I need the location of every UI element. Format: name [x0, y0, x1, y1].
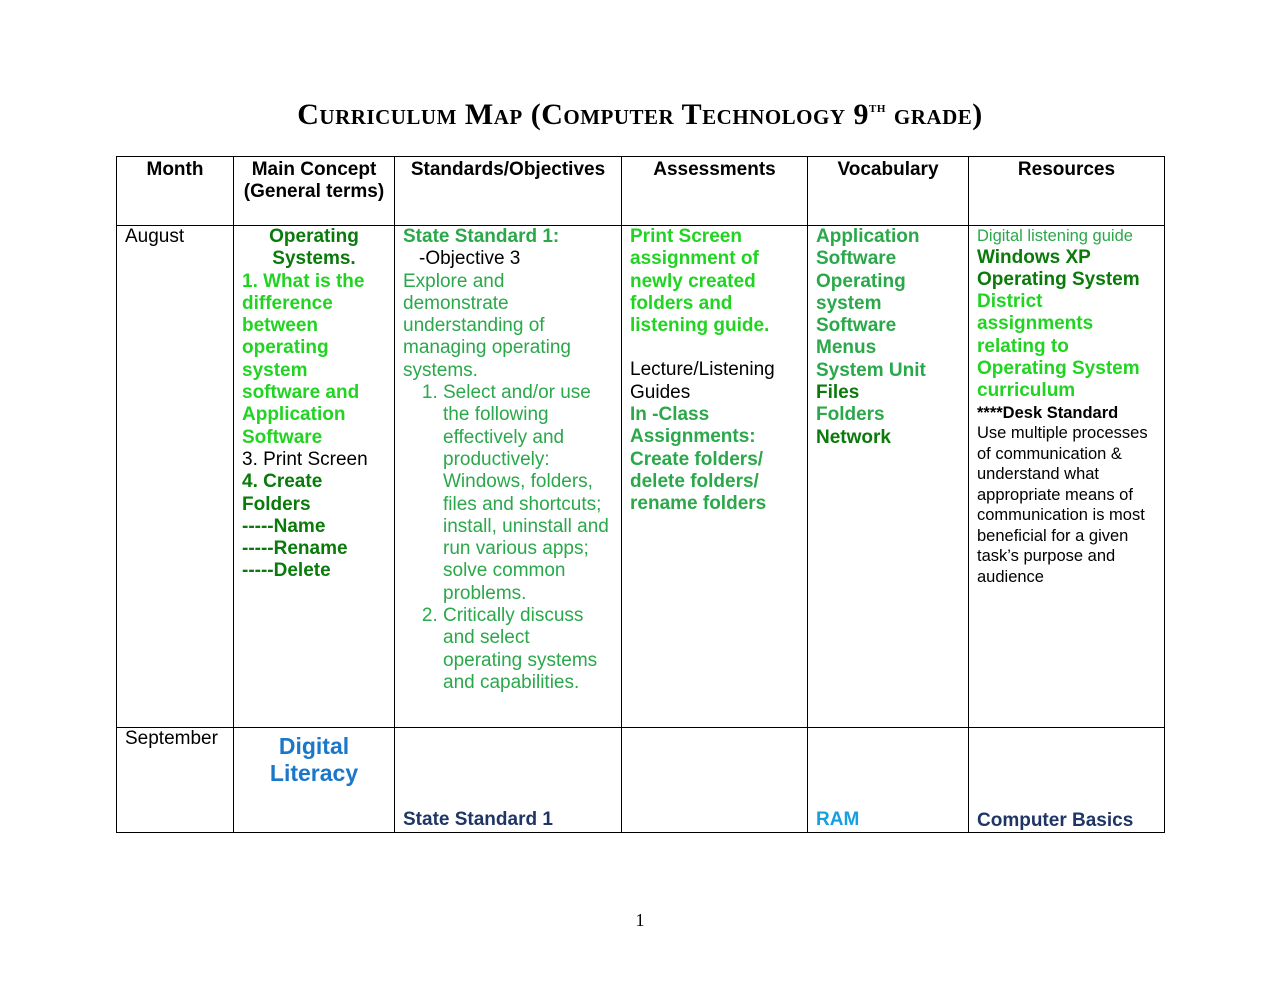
standards-cell: State Standard 1: -Objective 3 Explore and demonstrate understanding of managing operating systems. 1. Select and/or use the following effectively and productively: Windows, folders, files and shortcuts; install, uninstall and run various apps; solve common problems. 2. Critically discuss and select operating systems and capabilities. — [395, 226, 622, 728]
resources-cell: Digital listening guide Windows XP Operating System District assignments relating to Operating System curriculum ****Desk Standard Use multiple processes of communication & understand what appropriate means of communication is most beneficial for a given task’s purpose and audience — [969, 226, 1165, 728]
vocabulary-cell: Application Software Operating system Software Menus System Unit Files Folders Network — [808, 226, 969, 728]
header-assessments: Assessments — [622, 157, 808, 226]
table-header-row — [117, 157, 1165, 226]
header-resources: Resources — [969, 157, 1165, 226]
standards-cell: State Standard 1 — [395, 728, 622, 833]
assessments-cell — [622, 728, 808, 833]
objective-list: 1. Select and/or use the following effectively and productively: Windows, folders, files and shortcuts; install, uninstall and run various apps; solve common problems. 2. Critically discuss and select operating systems and capabilities. — [403, 382, 613, 694]
month-cell: August — [117, 226, 234, 728]
resources-cell: Computer Basics — [969, 728, 1165, 833]
document-title: Curriculum Map (Computer Technology 9th grade) — [297, 98, 983, 131]
concept-cell: Digital Literacy — [234, 728, 395, 833]
header-main-concept: Main Concept (General terms) — [234, 157, 395, 226]
concept-cell: Operating Systems. 1. What is the difference between operating system software and Application Software 3. Print Screen 4. Create Folders -----Name -----Rename -----Delete — [234, 226, 395, 728]
vocabulary-cell: RAM — [808, 728, 969, 833]
month-cell: September — [117, 728, 234, 833]
table-row-august — [117, 226, 1165, 728]
assessments-cell: Print Screen assignment of newly created folders and listening guide. Lecture/Listening Guides In -Class Assignments: Create folders/ delete folders/ rename folders — [622, 226, 808, 728]
table-row-september — [117, 728, 1165, 833]
header-standards: Standards/Objectives — [395, 157, 622, 226]
header-vocabulary: Vocabulary — [808, 157, 969, 226]
header-month: Month — [117, 157, 234, 226]
page-number: 1 — [635, 910, 645, 930]
curriculum-table — [116, 156, 1165, 833]
